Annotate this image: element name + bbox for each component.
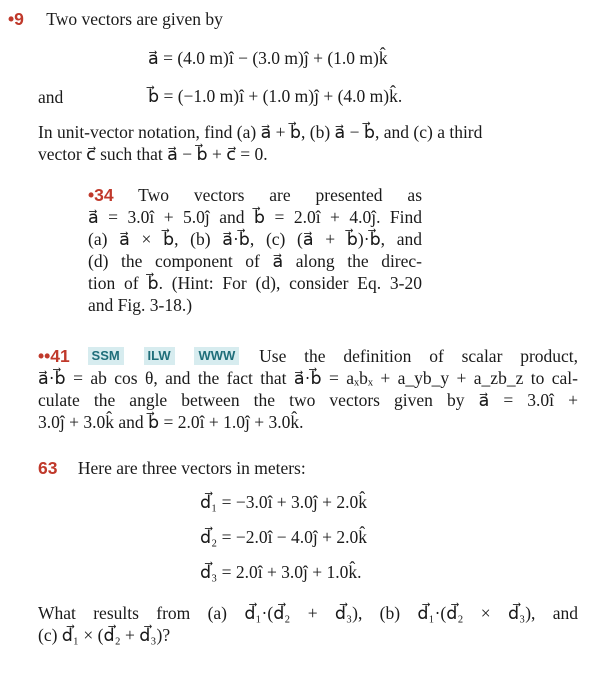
and-label: and [38, 87, 64, 107]
vector-d3: d⃗₃ = 2.0î + 3.0ĵ + 1.0k̂. [200, 562, 362, 582]
problem-41 [38, 345, 578, 433]
problem-number: 63 [38, 458, 58, 478]
question-line: What results from (a) d⃗₁·(d⃗₂ + d⃗₃), (b) d⃗₁·(d⃗₂ × d⃗₃), and [38, 603, 578, 623]
www-badge: WWW [194, 347, 239, 365]
problem-intro: Here are three vectors in meters: [77, 458, 306, 478]
text-line: and Fig. 3-18.) [88, 295, 193, 315]
equation-b: b⃗ = (−1.0 m)î + (1.0 m)ĵ + (4.0 m)k̂. [148, 86, 403, 106]
problem-63-header [38, 457, 306, 479]
question-line: vector c⃗ such that a⃗ − b⃗ + c⃗ = 0. [38, 144, 268, 164]
problem-9-header [8, 8, 223, 30]
text-line: 3.0ĵ + 3.0k̂ and b⃗ = 2.0î + 1.0ĵ + 3.0k̂. [38, 412, 304, 432]
ilw-badge: ILW [144, 347, 175, 365]
text-line: tion of b⃗. (Hint: For (d), consider Eq. 3-20 [88, 273, 422, 293]
text-line: Two vectors are presented as [138, 185, 423, 205]
text-line: a⃗·b⃗ = ab cos θ, and the fact that a⃗·b⃗ = aₓbₓ + a_yb_y + a_zb_z to cal- [38, 368, 578, 388]
text-line: (d) the component of a⃗ along the direc- [88, 251, 422, 271]
vector-d2: d⃗₂ = −2.0î − 4.0ĵ + 2.0k̂ [200, 527, 368, 547]
problem-number: ••41 [38, 346, 70, 366]
text-line: Use the definition of scalar product, [259, 346, 579, 366]
problem-intro: Two vectors are given by [46, 9, 223, 29]
vector-d1: d⃗₁ = −3.0î + 3.0ĵ + 2.0k̂ [200, 492, 368, 512]
equation-a: a⃗ = (4.0 m)î − (3.0 m)ĵ + (1.0 m)k̂ [148, 48, 388, 68]
problem-63-question [38, 602, 578, 646]
problem-number: •34 [88, 185, 114, 205]
question-line: In unit-vector notation, find (a) a⃗ + b⃗, (b) a⃗ − b⃗, and (c) a third [38, 122, 483, 142]
problem-number: •9 [8, 9, 24, 29]
question-line: (c) d⃗₁ × (d⃗₂ + d⃗₃)? [38, 625, 171, 645]
text-line: a⃗ = 3.0î + 5.0ĵ and b⃗ = 2.0î + 4.0ĵ. Find [88, 207, 422, 227]
ssm-badge: SSM [88, 347, 124, 365]
problem-34 [88, 184, 422, 316]
text-line: culate the angle between the two vectors given by a⃗ = 3.0î + [38, 390, 578, 410]
text-line: (a) a⃗ × b⃗, (b) a⃗·b⃗, (c) (a⃗ + b⃗)·b⃗, and [88, 229, 422, 249]
